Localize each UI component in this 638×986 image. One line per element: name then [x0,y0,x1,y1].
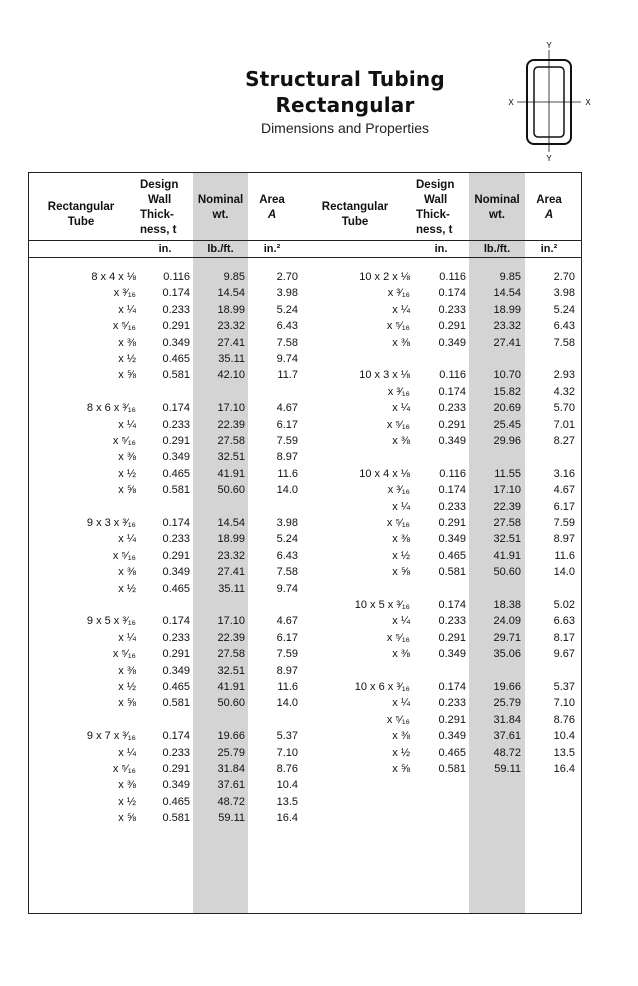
table-cell-area: 7.59 [553,517,575,529]
header-bottom-rule [28,257,582,258]
table-cell-wall-thickness: 0.291 [438,713,466,726]
title-block [190,66,500,136]
table-cell-tube-size: x ⅜ [392,336,410,349]
table-cell-tube-size: x ⅝ [118,369,136,382]
page-title: Structural Tubing [245,67,445,91]
table-cell-tube-size: x ¼ [392,615,410,628]
table-cell-area: 6.43 [276,320,298,333]
table-cell-area: 5.37 [553,681,575,693]
table-cell-wall-thickness: 0.581 [438,763,466,775]
table-cell-area: 3.16 [553,467,575,480]
table-cell-wall-thickness: 0.291 [438,631,466,644]
table-cell-nominal-weight: 50.60 [217,484,245,497]
table-cell-nominal-weight: 14.54 [217,517,245,529]
table-cell-tube-size: x ½ [392,549,410,562]
table-cell-nominal-weight: 48.72 [217,795,245,808]
table-cell-wall-thickness: 0.349 [438,533,466,546]
table-cell-nominal-weight: 22.39 [217,418,245,431]
table-cell-tube-size: x ³⁄₁₆ [387,385,410,398]
area-header-line1: Area [259,194,285,206]
page-title-line2: Rectangular [275,93,415,117]
table-cell-area: 7.10 [553,697,575,710]
table-cell-wall-thickness: 0.233 [438,303,466,316]
table-cell-area: 3.98 [276,287,298,300]
right-header-tube: Rectangular Tube [321,201,389,228]
weight-header-line1: Nominal [197,194,244,206]
table-cell-wall-thickness: 0.349 [162,664,190,677]
table-cell-tube-size: 10 x 6 x ³⁄₁₆ [354,681,410,693]
table-cell-nominal-weight: 10.70 [493,369,521,382]
table-cell-wall-thickness: 0.349 [438,336,466,349]
table-cell-area: 4.67 [276,402,298,415]
table-cell-area: 4.32 [553,385,575,398]
wall-header-line4: ness, t [416,224,453,236]
table-cell-wall-thickness: 0.116 [439,369,466,382]
table-cell-nominal-weight: 37.61 [493,730,521,743]
table-cell-tube-size: x ⅜ [392,730,410,743]
table-cell-tube-size: 10 x 4 x ⅛ [359,467,410,480]
table-cell-wall-thickness: 0.465 [162,681,190,693]
left-unit-wall: in. [158,243,172,255]
table-cell-wall-thickness: 0.233 [438,615,466,628]
table-cell-nominal-weight: 35.11 [218,353,245,365]
wall-header-line2: Wall [148,194,172,206]
table-cell-wall-thickness: 0.291 [438,418,466,431]
right-unit-wall: in. [434,243,448,255]
table-cell-nominal-weight: 59.11 [218,812,245,825]
table-cell-nominal-weight: 17.10 [493,484,521,497]
table-cell-nominal-weight: 41.91 [493,549,521,562]
weight-header-line1: Nominal [474,194,520,206]
table-cell-tube-size: x ½ [118,795,136,808]
table-cell-nominal-weight: 27.41 [217,336,245,349]
table-cell-wall-thickness: 0.116 [439,271,466,283]
table-cell-tube-size: x ⅜ [118,336,136,349]
table-cell-tube-size: x ½ [392,746,410,759]
table-cell-area: 3.98 [553,287,575,300]
table-cell-wall-thickness: 0.291 [162,763,190,775]
table-cell-nominal-weight: 18.99 [493,303,521,316]
table-cell-tube-size: x ¼ [118,533,136,546]
table-cell-wall-thickness: 0.349 [162,451,190,464]
table-cell-nominal-weight: 27.41 [493,336,521,349]
table-cell-nominal-weight: 32.51 [217,451,245,464]
left-unit-weight: lb./ft. [207,243,234,255]
table-cell-wall-thickness: 0.465 [438,746,466,759]
table-cell-wall-thickness: 0.233 [162,631,190,644]
table-cell-area: 10.4 [276,779,298,792]
table-cell-tube-size: x ⅝ [392,763,410,775]
table-cell-nominal-weight: 29.71 [493,631,521,644]
table-cell-wall-thickness: 0.174 [438,385,466,398]
table-cell-wall-thickness: 0.233 [438,402,466,415]
table-cell-tube-size: 8 x 4 x ⅛ [91,271,136,283]
table-cell-wall-thickness: 0.174 [438,484,466,497]
left-header-area [250,193,294,223]
wall-header-line2: Wall [424,194,448,206]
table-cell-area: 6.17 [276,631,298,644]
table-cell-area: 6.43 [553,320,575,333]
table-cell-area: 8.27 [553,435,575,447]
table-cell-tube-size: x ⁵⁄₁₆ [112,648,136,661]
table-cell-area: 7.58 [276,566,298,579]
table-cell-tube-size: 9 x 5 x ³⁄₁₆ [86,615,136,628]
table-cell-wall-thickness: 0.174 [162,615,190,628]
table-cell-tube-size: x ¼ [118,418,136,431]
table-cell-tube-size: 10 x 2 x ⅛ [359,271,410,283]
table-cell-nominal-weight: 9.85 [499,271,521,283]
table-cell-nominal-weight: 27.58 [217,435,245,447]
table-cell-nominal-weight: 14.54 [493,287,521,300]
table-cell-wall-thickness: 0.174 [438,681,466,693]
table-cell-area: 13.5 [276,795,298,808]
table-cell-tube-size: x ⁵⁄₁₆ [112,320,136,333]
table-cell-wall-thickness: 0.291 [162,549,190,562]
table-cell-wall-thickness: 0.291 [162,435,190,447]
table-cell-tube-size: x ½ [118,467,136,480]
area-header-line2: A [544,209,554,221]
table-cell-tube-size: x ⁵⁄₁₆ [386,631,410,644]
table-cell-wall-thickness: 0.233 [438,500,466,513]
table-cell-wall-thickness: 0.349 [438,435,466,447]
table-cell-nominal-weight: 48.72 [493,746,521,759]
table-cell-tube-size: x ¼ [118,746,136,759]
left-header-weight [193,193,248,223]
table-cell-area: 2.70 [553,271,575,283]
table-cell-tube-size: x ³⁄₁₆ [387,287,410,300]
table-cell-nominal-weight: 25.79 [217,746,245,759]
table-cell-wall-thickness: 0.581 [162,484,190,497]
table-cell-area: 8.97 [553,533,575,546]
table-cell-nominal-weight: 19.66 [493,681,521,693]
table-cell-area: 7.59 [276,648,298,661]
table-cell-wall-thickness: 0.233 [162,303,190,316]
table-cell-wall-thickness: 0.581 [162,369,190,382]
table-cell-area: 14.0 [276,697,298,710]
table-cell-tube-size: x ¼ [392,697,410,710]
table-cell-area: 6.63 [553,615,575,628]
table-cell-wall-thickness: 0.349 [162,566,190,579]
table-cell-wall-thickness: 0.291 [162,648,190,661]
table-cell-wall-thickness: 0.349 [162,336,190,349]
table-cell-nominal-weight: 18.99 [217,533,245,546]
table-cell-area: 4.67 [553,484,575,497]
table-cell-nominal-weight: 27.58 [217,648,245,661]
table-cell-nominal-weight: 37.61 [217,779,245,792]
table-cell-wall-thickness: 0.233 [162,746,190,759]
table-cell-nominal-weight: 35.11 [218,582,245,595]
table-cell-nominal-weight: 42.10 [217,369,245,382]
table-cell-area: 9.67 [553,648,575,661]
area-header-line2: A [267,209,277,221]
table-cell-area: 11.6 [277,467,298,480]
table-cell-wall-thickness: 0.233 [162,533,190,546]
table-cell-wall-thickness: 0.116 [163,271,190,283]
table-cell-area: 8.17 [553,631,575,644]
table-cell-wall-thickness: 0.291 [438,517,466,529]
table-cell-wall-thickness: 0.349 [162,779,190,792]
table-cell-nominal-weight: 50.60 [217,697,245,710]
table-cell-tube-size: x ⁵⁄₁₆ [112,549,136,562]
table-cell-nominal-weight: 20.69 [493,402,521,415]
table-cell-nominal-weight: 11.55 [494,467,521,480]
table-cell-area: 10.4 [553,730,575,743]
table-cell-nominal-weight: 23.32 [493,320,521,333]
table-cell-tube-size: x ¼ [392,402,410,415]
table-cell-nominal-weight: 31.84 [493,713,521,726]
table-cell-nominal-weight: 41.91 [217,681,245,693]
table-cell-tube-size: 10 x 5 x ³⁄₁₆ [354,599,410,611]
table-cell-tube-size: x ⅝ [118,697,136,710]
table-cell-wall-thickness: 0.233 [438,697,466,710]
table-cell-wall-thickness: 0.465 [438,549,466,562]
area-header-line1: Area [536,194,562,206]
table-cell-nominal-weight: 23.32 [217,549,245,562]
table-cell-tube-size: 8 x 6 x ³⁄₁₆ [86,402,136,415]
weight-header-line2: wt. [212,209,229,221]
table-cell-tube-size: x ½ [118,681,136,693]
table-cell-area: 2.70 [276,271,298,283]
table-cell-area: 9.74 [276,582,298,595]
table-cell-wall-thickness: 0.465 [162,795,190,808]
table-cell-area: 7.58 [553,336,575,349]
right-header-wall [416,178,466,238]
table-cell-area: 5.37 [276,730,298,743]
table-cell-wall-thickness: 0.233 [162,418,190,431]
table-cell-area: 6.17 [553,500,575,513]
table-cell-nominal-weight: 24.09 [493,615,521,628]
table-cell-area: 7.10 [276,746,298,759]
table-cell-nominal-weight: 19.66 [217,730,245,743]
table-cell-tube-size: x ⅜ [118,451,136,464]
table-cell-area: 11.6 [554,549,575,562]
table-cell-wall-thickness: 0.581 [162,812,190,825]
table-cell-area: 5.24 [276,303,298,316]
table-cell-tube-size: 9 x 3 x ³⁄₁₆ [86,517,136,529]
table-cell-tube-size: x ¼ [118,631,136,644]
wall-header-line1: Design [416,179,455,191]
table-cell-area: 13.5 [553,746,575,759]
table-cell-area: 11.7 [277,369,298,382]
table-cell-nominal-weight: 23.32 [217,320,245,333]
axis-x-right-label: X [585,98,591,107]
table-cell-area: 6.17 [276,418,298,431]
table-cell-tube-size: x ⁵⁄₁₆ [386,713,410,726]
table-cell-nominal-weight: 31.84 [217,763,245,775]
table-cell-area: 6.43 [276,549,298,562]
table-cell-wall-thickness: 0.349 [438,730,466,743]
table-cell-area: 4.67 [276,615,298,628]
left-header-wall [140,178,190,238]
table-cell-tube-size: x ⅜ [392,648,410,661]
table-cell-wall-thickness: 0.581 [438,566,466,579]
table-cell-nominal-weight: 27.58 [493,517,521,529]
table-cell-tube-size: x ¼ [118,303,136,316]
table-cell-tube-size: x ½ [118,582,136,595]
wall-header-line3: Thick- [416,209,450,221]
rectangular-tube-section-icon [505,40,595,162]
table-cell-area: 7.59 [276,435,298,447]
table-cell-tube-size: x ⁵⁄₁₆ [386,320,410,333]
header-unit-rule [28,240,582,241]
table-cell-area: 5.24 [553,303,575,316]
table-cell-tube-size: x ⅜ [118,664,136,677]
table-cell-area: 5.02 [553,599,575,611]
table-cell-tube-size: x ³⁄₁₆ [387,484,410,497]
right-unit-area: in.² [540,243,558,255]
table-cell-wall-thickness: 0.116 [439,467,466,480]
table-cell-tube-size: x ⅜ [392,533,410,546]
page-subtitle: Dimensions and Properties [260,120,430,136]
table-cell-area: 5.70 [553,402,575,415]
table-cell-tube-size: x ⁵⁄₁₆ [386,517,410,529]
table-cell-nominal-weight: 59.11 [494,763,521,775]
table-cell-nominal-weight: 35.06 [493,648,521,661]
table-cell-wall-thickness: 0.291 [438,320,466,333]
table-cell-nominal-weight: 14.54 [217,287,245,300]
table-cell-tube-size: 10 x 3 x ⅛ [359,369,410,382]
table-cell-wall-thickness: 0.174 [162,730,190,743]
table-cell-tube-size: x ⅜ [118,566,136,579]
table-cell-wall-thickness: 0.174 [162,287,190,300]
table-cell-tube-size: x ⁵⁄₁₆ [386,418,410,431]
table-cell-nominal-weight: 18.38 [493,599,521,611]
table-cell-nominal-weight: 17.10 [217,402,245,415]
table-cell-wall-thickness: 0.291 [162,320,190,333]
table-cell-wall-thickness: 0.465 [162,582,190,595]
table-cell-wall-thickness: 0.174 [438,287,466,300]
table-cell-nominal-weight: 22.39 [493,500,521,513]
table-cell-nominal-weight: 18.99 [217,303,245,316]
table-cell-tube-size: x ⅜ [118,779,136,792]
wall-header-line1: Design [140,179,179,191]
table-cell-area: 16.4 [553,763,575,775]
table-cell-nominal-weight: 17.10 [217,615,245,628]
table-cell-area: 7.01 [553,418,575,431]
wall-header-line4: ness, t [140,224,177,236]
table-cell-tube-size: x ⁵⁄₁₆ [112,435,136,447]
table-cell-tube-size: x ¼ [392,500,410,513]
table-cell-tube-size: x ⅜ [392,435,410,447]
table-cell-area: 14.0 [276,484,298,497]
table-cell-nominal-weight: 15.82 [493,385,521,398]
left-unit-area: in.² [263,243,281,255]
table-cell-nominal-weight: 27.41 [217,566,245,579]
table-cell-area: 7.58 [276,336,298,349]
table-cell-area: 11.6 [277,681,298,693]
right-header-area [527,193,571,223]
table-cell-tube-size: x ⁵⁄₁₆ [112,763,136,775]
table-cell-nominal-weight: 22.39 [217,631,245,644]
table-cell-nominal-weight: 50.60 [493,566,521,579]
table-cell-area: 8.76 [553,713,575,726]
table-cell-wall-thickness: 0.174 [438,599,466,611]
table-cell-nominal-weight: 29.96 [493,435,521,447]
wall-header-line3: Thick- [140,209,174,221]
right-unit-weight: lb./ft. [483,243,511,255]
table-cell-nominal-weight: 9.85 [223,271,245,283]
right-header-weight [469,193,525,223]
table-cell-area: 3.98 [276,517,298,529]
table-cell-wall-thickness: 0.581 [162,697,190,710]
table-cell-wall-thickness: 0.465 [162,467,190,480]
table-cell-area: 5.24 [276,533,298,546]
table-cell-nominal-weight: 32.51 [493,533,521,546]
table-cell-nominal-weight: 32.51 [217,664,245,677]
table-cell-area: 8.76 [276,763,298,775]
table-cell-area: 16.4 [276,812,298,825]
table-cell-area: 2.93 [553,369,575,382]
left-header-tube: Rectangular Tube [47,201,115,228]
table-cell-tube-size: x ½ [118,353,136,365]
table-cell-tube-size: x ⅝ [392,566,410,579]
table-cell-tube-size: 9 x 7 x ³⁄₁₆ [86,730,136,743]
table-cell-area: 8.97 [276,664,298,677]
table-cell-wall-thickness: 0.174 [162,517,190,529]
table-cell-wall-thickness: 0.465 [162,353,190,365]
axis-y-bottom-label: Y [546,154,552,162]
axis-x-left-label: X [508,98,514,107]
table-cell-tube-size: x ⅝ [118,484,136,497]
table-cell-nominal-weight: 25.45 [493,418,521,431]
table-cell-nominal-weight: 41.91 [217,467,245,480]
table-cell-tube-size: x ⅝ [118,812,136,825]
table-cell-tube-size: x ³⁄₁₆ [113,287,136,300]
table-cell-area: 8.97 [276,451,298,464]
table-cell-tube-size: x ¼ [392,303,410,316]
axis-y-top-label: Y [546,41,552,50]
table-cell-wall-thickness: 0.174 [162,402,190,415]
table-cell-area: 9.74 [276,353,298,365]
weight-header-line2: wt. [489,209,505,221]
table-cell-wall-thickness: 0.349 [438,648,466,661]
table-cell-nominal-weight: 25.79 [493,697,521,710]
table-cell-area: 14.0 [553,566,575,579]
